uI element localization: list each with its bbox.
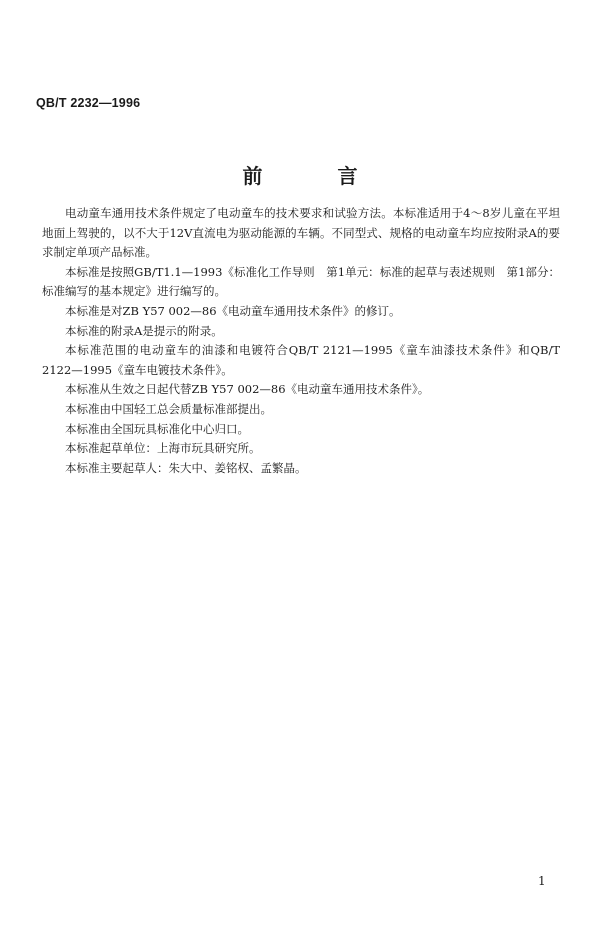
paragraph: 本标准从生效之日起代替ZB Y57 002—86《电动童车通用技术条件》。	[65, 382, 430, 397]
paragraph: 电动童车通用技术条件规定了电动童车的技术要求和试验方法。本标准适用于4～8岁儿童在平坦地面上驾驶的，以不大于12V直流电为驱动能源的车辆。不同型式、规格的电动童车均应按附录A的要求制定单项产品标准。	[42, 206, 560, 260]
paragraph: 本标准由全国玩具标准化中心归口。	[65, 421, 249, 436]
paragraph: 本标准主要起草人：朱大中、姜铭权、孟繁晶。	[65, 460, 307, 475]
paragraph: 本标准是对ZB Y57 002—86《电动童车通用技术条件》的修订。	[65, 303, 401, 318]
document-body	[42, 204, 560, 478]
page-title: 前 言	[242, 164, 392, 188]
paragraph: 本标准由中国轻工总会质量标准部提出。	[65, 401, 272, 416]
standard-code: QB/T 2232—1996	[36, 96, 141, 110]
paragraph: 本标准的附录A是提示的附录。	[65, 323, 223, 338]
paragraph: 本标准范围的电动童车的油漆和电镀符合QB/T 2121—1995《童车油漆技术条件》和QB/T 2122—1995《童车电镀技术条件》。	[42, 343, 560, 377]
paragraph: 本标准是按照GB/T1.1—1993《标准化工作导则 第1单元：标准的起草与表述规则 第1部分：标准编写的基本规定》进行编写的。	[42, 264, 560, 299]
paragraph: 本标准起草单位：上海市玩具研究所。	[65, 441, 261, 456]
page-number: 1	[538, 874, 546, 888]
